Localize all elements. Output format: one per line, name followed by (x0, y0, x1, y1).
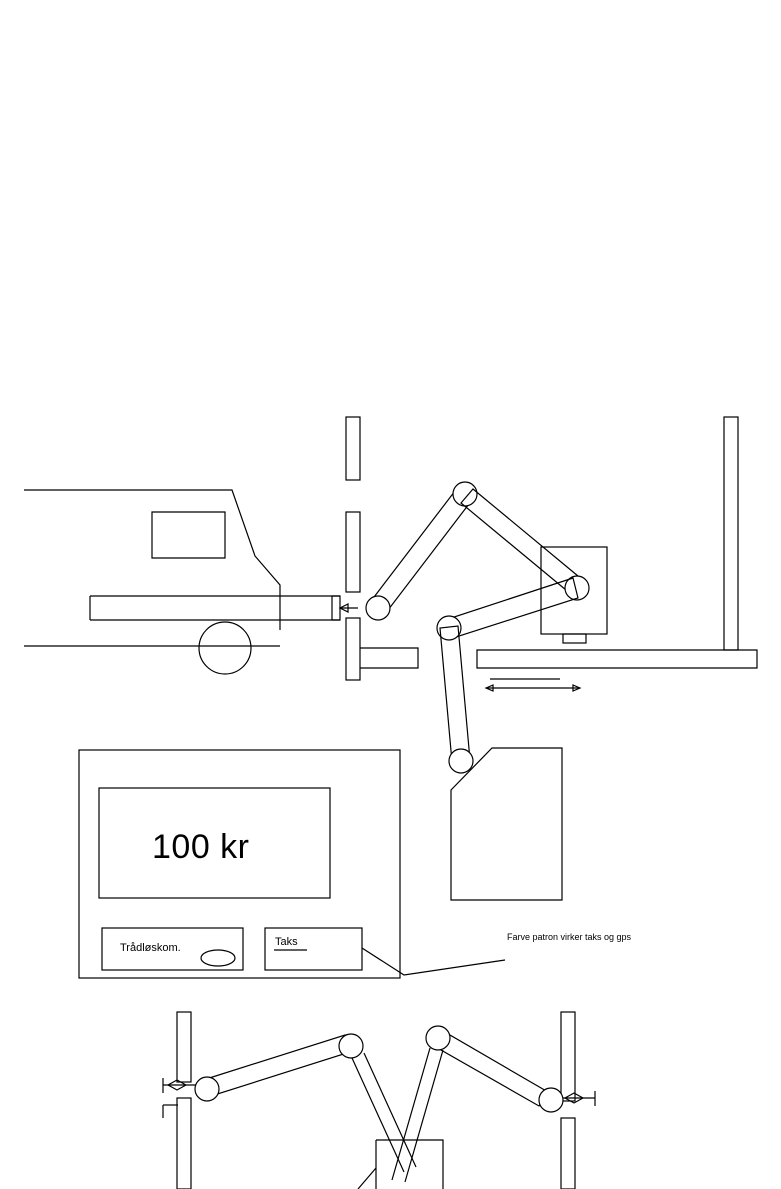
lower-post-left-lower (177, 1098, 191, 1189)
truck-window (152, 512, 225, 558)
tool-head-foot (563, 634, 586, 643)
taks-button (265, 928, 362, 970)
truck-wheel (199, 622, 251, 674)
support-structure (477, 417, 757, 691)
robot-arm-lower-left (163, 1012, 416, 1189)
lower-left-link (203, 1035, 350, 1097)
note-leader-line (362, 948, 505, 975)
post-base-stub (360, 648, 418, 668)
post-upper-1 (346, 417, 360, 480)
lower-post-right-lower (561, 1118, 575, 1189)
lower-left-forearm-a (352, 1058, 404, 1172)
lower-center-diagonal (358, 1168, 376, 1189)
horizontal-rail (477, 650, 757, 668)
robot-arm-lower-right (392, 1012, 595, 1189)
lower-right-joint-elbow (426, 1026, 450, 1050)
lower-left-joint-elbow (339, 1034, 363, 1058)
lower-right-link (434, 1031, 548, 1106)
arm-lower-link-b (440, 626, 470, 762)
lower-right-joint-base (539, 1088, 563, 1112)
lower-post-left-upper (177, 1012, 191, 1082)
terminal-amount-text: 100 kr (152, 828, 250, 866)
lower-left-joint-base (195, 1077, 219, 1101)
arm-upper-link-a (371, 487, 472, 614)
post-upper-3 (346, 618, 360, 680)
wireless-button-label[interactable]: Trådløskom. (120, 942, 181, 954)
arm-joint-tip (449, 749, 473, 773)
arm-lower-link-a (451, 578, 578, 637)
lower-left-forearm-b (364, 1053, 416, 1167)
arm-upper-link-b (461, 489, 584, 595)
arm-joint-elbow-top (453, 482, 477, 506)
post-group-upper (346, 417, 360, 680)
lower-post-right-upper (561, 1012, 575, 1101)
truck-group (24, 490, 340, 674)
right-vertical-post (724, 417, 738, 650)
wireless-indicator-oval (201, 950, 235, 966)
annotation-note: Farve patron virker taks og gps (507, 932, 632, 942)
robot-arm-upper (366, 482, 589, 773)
truck-cab-outline (160, 490, 280, 630)
post-upper-2 (346, 512, 360, 592)
truck-post-connector (340, 604, 358, 612)
arm-joint-lower-left (366, 596, 390, 620)
taks-button-label[interactable]: Taks (275, 936, 298, 948)
